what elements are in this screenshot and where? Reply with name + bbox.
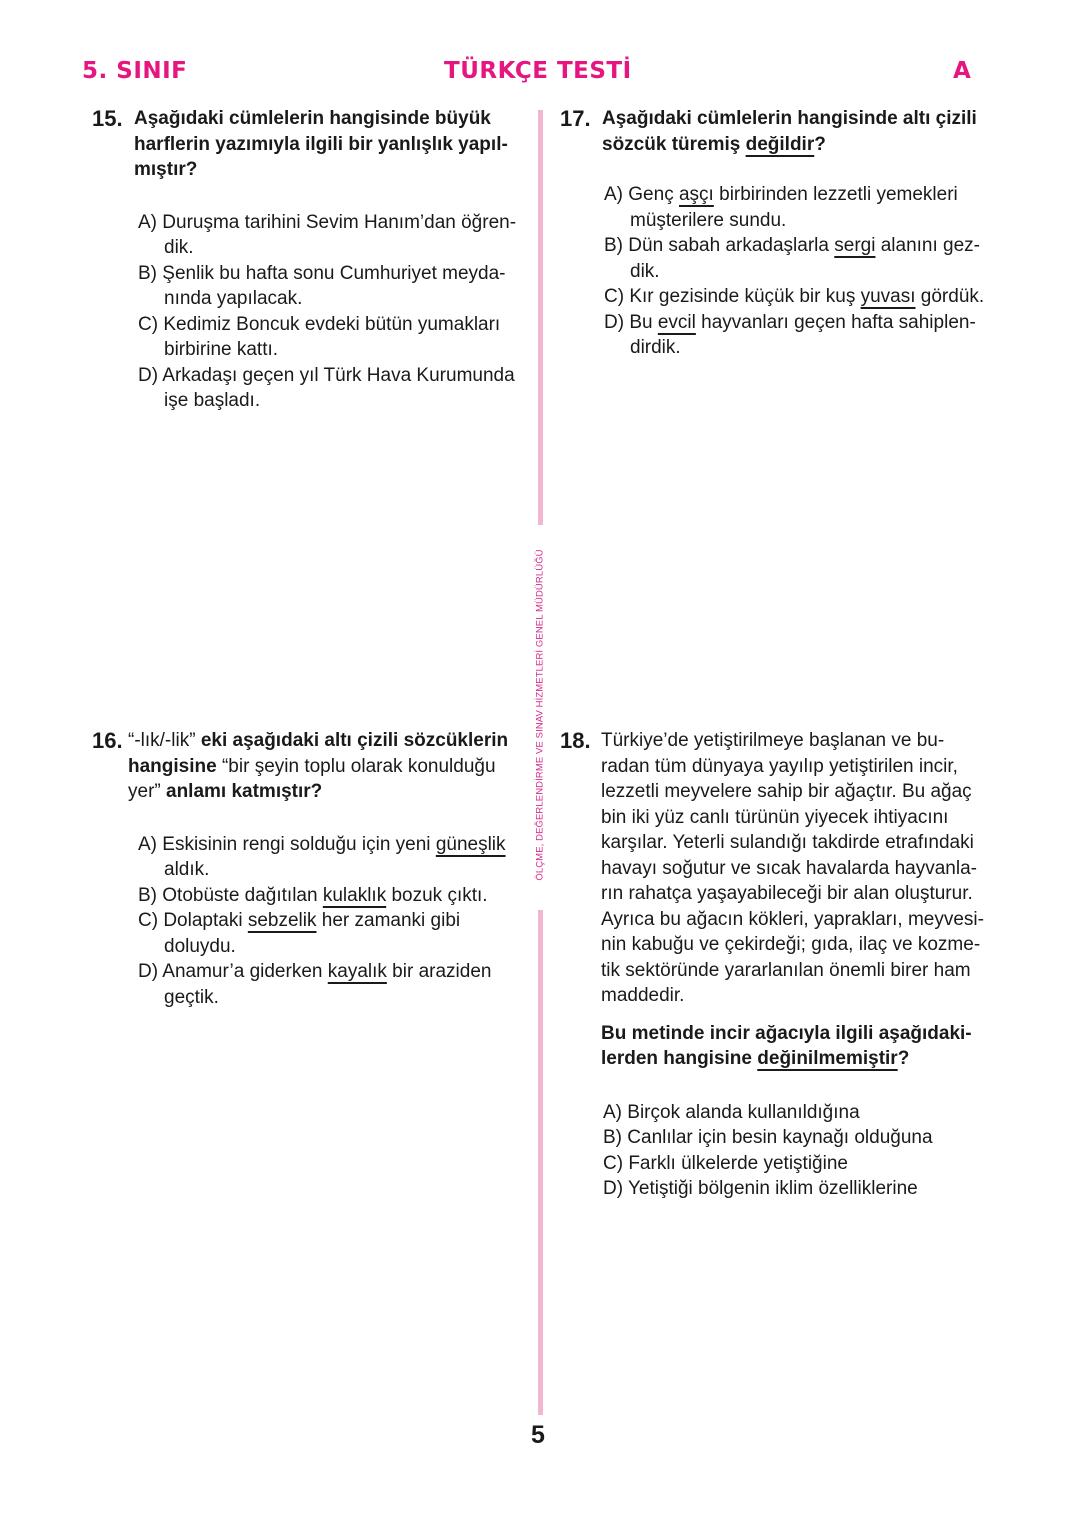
option-d[interactable]	[136, 959, 508, 1010]
option-line	[138, 261, 516, 287]
text-segment: C) Kır gezisinde küçük bir kuş	[604, 286, 861, 307]
option-line	[136, 985, 508, 1011]
option-line	[136, 337, 516, 363]
option-b[interactable]	[136, 883, 508, 909]
option-line	[603, 1125, 984, 1151]
text-segment: A) Duruşma tarihini Sevim Hanım’dan öğren-	[138, 211, 517, 233]
text-segment: bozuk çıktı.	[386, 884, 488, 906]
text-segment: Türkiye’de yetiştirilmeye başlanan ve bu-	[601, 730, 945, 751]
passage-line	[601, 907, 984, 933]
question-stem-line	[134, 132, 516, 158]
text-segment: rın rahatça yaşayabileceği bir alan oluşturur.	[601, 883, 973, 904]
option-line	[138, 210, 516, 236]
text-segment: Aşağıdaki cümlelerin hangisinde büyük	[134, 108, 491, 129]
spacer	[601, 1009, 984, 1021]
text-segment: her zamanki gibi	[316, 910, 461, 931]
option-c[interactable]	[136, 908, 508, 959]
spacer	[128, 805, 508, 832]
underlined-word: sergi	[834, 235, 876, 256]
grade-label: 5. SINIF	[82, 58, 188, 84]
text-segment: yer”	[128, 781, 166, 802]
passage-line	[601, 805, 984, 831]
option-line	[136, 857, 508, 883]
option-c[interactable]	[601, 1151, 984, 1177]
page-number: 5	[531, 1421, 545, 1449]
text-segment: bin iki yüz canlı türünün yiyecek ihtiyacını	[601, 806, 949, 828]
column-divider-bottom	[538, 910, 543, 1415]
text-segment: D) Yetiştiği bölgenin iklim özelliklerine	[603, 1178, 918, 1199]
text-segment: D) Arkadaşı geçen yıl Türk Hava Kurumunda	[138, 364, 515, 386]
option-line	[603, 1151, 984, 1177]
text-segment: maddedir.	[601, 985, 685, 1006]
text-segment: D) Bu	[604, 311, 658, 333]
text-segment: Ayrıca bu ağacın kökleri, yaprakları, meyvesi-	[601, 908, 984, 930]
text-segment: “bir şeyin toplu olarak konulduğu	[216, 755, 496, 777]
spacer	[134, 183, 516, 210]
text-segment: lerden hangisine	[601, 1048, 758, 1069]
spacer	[602, 157, 984, 182]
option-line	[602, 259, 984, 285]
underlined-word: yuvası	[860, 286, 916, 307]
question-18	[601, 728, 984, 1202]
text-segment: hangisine	[128, 755, 217, 777]
passage-line	[601, 728, 984, 754]
text-segment: birbirine kattı.	[164, 339, 279, 360]
option-line	[604, 182, 984, 208]
spacer	[601, 1072, 984, 1100]
text-segment: Bu metinde incir ağacıyla ilgili aşağıdaki-	[601, 1022, 972, 1044]
option-line	[602, 208, 984, 234]
text-segment: birbirinden lezzetli yemekleri	[713, 184, 958, 205]
question-stem-line	[601, 1046, 984, 1072]
text-segment: bir araziden	[386, 961, 492, 982]
passage-line	[601, 932, 984, 958]
option-a[interactable]	[601, 1100, 984, 1126]
option-a[interactable]	[602, 182, 984, 233]
option-line	[604, 284, 984, 310]
text-segment: C) Kedimiz Boncuk evdeki bütün yumakları	[138, 313, 501, 335]
question-stem-line	[128, 779, 508, 805]
option-line	[604, 310, 984, 336]
text-segment: tik sektöründe yararlanılan önemli birer ham	[601, 959, 971, 981]
text-segment: geçtik.	[164, 986, 219, 1008]
text-segment: D) Anamur’a giderken	[138, 961, 328, 982]
text-segment: karşılar. Yeterli sulandığı takdirde etrafındaki	[601, 832, 974, 853]
underlined-word: değildir	[745, 133, 815, 155]
institution-text: ÖLÇME, DEĞERLENDİRME VE SINAV HİZMETLERİ GENEL MÜDÜRLÜĞÜ	[534, 549, 546, 881]
text-segment: nında yapılacak.	[164, 288, 303, 309]
text-segment: nin kabuğu ve çekirdeği; gıda, ilaç ve kozme-	[601, 934, 981, 955]
option-a[interactable]	[136, 832, 508, 883]
text-segment: C) Farklı ülkelerde yetiştiğine	[603, 1152, 848, 1174]
column-divider-top	[538, 110, 543, 525]
question-15	[134, 106, 516, 414]
option-line	[136, 388, 516, 414]
option-line	[138, 908, 508, 934]
underlined-word: evcil	[657, 311, 696, 333]
question-stem-line	[128, 754, 508, 780]
question-stem-line	[602, 132, 984, 158]
text-segment: ?	[814, 133, 826, 155]
booklet-letter: A	[953, 58, 972, 84]
option-c[interactable]	[136, 312, 516, 363]
text-segment: hayvanları geçen hafta sahiplen-	[695, 311, 976, 333]
text-segment: dik.	[630, 260, 660, 282]
option-line	[603, 1176, 984, 1202]
option-c[interactable]	[602, 284, 984, 310]
underlined-word: kayalık	[327, 961, 387, 982]
text-segment: dirdik.	[630, 337, 681, 358]
question-16	[128, 728, 508, 1010]
option-line	[138, 883, 508, 909]
text-segment: B) Canlılar için besin kaynağı olduğuna	[603, 1127, 933, 1148]
question-stem-line	[134, 157, 516, 183]
text-segment: A) Genç	[604, 184, 679, 205]
option-a[interactable]	[136, 210, 516, 261]
option-b[interactable]	[136, 261, 516, 312]
text-segment: havayı soğutur ve sıcak havalarda hayvanla-	[601, 857, 977, 879]
option-d[interactable]	[136, 363, 516, 414]
option-d[interactable]	[601, 1176, 984, 1202]
question-stem-line	[602, 106, 984, 132]
option-line	[136, 235, 516, 261]
text-segment: anlamı katmıştır?	[166, 781, 323, 802]
text-segment: lezzetli meyvelere sahip bir ağaçtır. Bu ağaç	[601, 781, 972, 802]
underlined-word: aşçı	[678, 184, 714, 205]
passage-line	[601, 779, 984, 805]
text-segment: radan tüm dünyaya yayılıp yetiştirilen incir,	[601, 755, 958, 777]
option-line	[138, 832, 508, 858]
option-line	[604, 233, 984, 259]
question-17-number: 17.	[560, 106, 591, 131]
text-segment: B) Şenlik bu hafta sonu Cumhuriyet meyda-	[138, 262, 506, 284]
passage-line	[601, 983, 984, 1009]
underlined-word: sebzelik	[247, 910, 317, 931]
option-line	[603, 1100, 984, 1126]
underlined-word: kulaklık	[322, 884, 387, 906]
underlined-word: güneşlik	[435, 833, 506, 855]
text-segment: B) Dün sabah arkadaşlarla	[604, 235, 835, 256]
text-segment: B) Otobüste dağıtılan	[138, 884, 323, 906]
text-segment: ?	[897, 1048, 910, 1069]
option-line	[138, 312, 516, 338]
text-segment: mıştır?	[134, 159, 198, 180]
text-segment: A) Eskisinin rengi solduğu için yeni	[138, 833, 436, 855]
option-line	[602, 335, 984, 361]
text-segment: A) Birçok alanda kullanıldığına	[603, 1101, 860, 1123]
test-title: TÜRKÇE TESTİ	[444, 58, 632, 84]
text-segment: işe başladı.	[164, 390, 261, 411]
option-b[interactable]	[602, 233, 984, 284]
option-b[interactable]	[601, 1125, 984, 1151]
question-18-number: 18.	[560, 728, 591, 753]
passage-line	[601, 830, 984, 856]
option-d[interactable]	[602, 310, 984, 361]
text-segment: dik.	[164, 237, 194, 258]
passage-line	[601, 958, 984, 984]
text-segment: C) Dolaptaki	[138, 910, 248, 931]
question-stem-line	[601, 1021, 984, 1047]
option-line	[136, 286, 516, 312]
text-segment: aldık.	[164, 859, 210, 880]
text-segment: sözcük türemiş	[602, 133, 746, 155]
option-line	[136, 934, 508, 960]
question-15-number: 15.	[92, 106, 123, 131]
option-line	[138, 363, 516, 389]
text-segment: “-lık/-lik”	[128, 730, 201, 751]
text-segment: müşterilere sundu.	[630, 209, 787, 231]
passage-line	[601, 881, 984, 907]
text-segment: harflerin yazımıyla ilgili bir yanlışlık yapıl-	[134, 133, 508, 155]
passage-line	[601, 754, 984, 780]
text-segment: alanını gez-	[875, 235, 981, 256]
text-segment: eki aşağıdaki altı çizili sözcüklerin	[200, 730, 509, 751]
question-17	[602, 106, 984, 361]
text-segment: doluydu.	[164, 935, 236, 957]
question-stem-line	[134, 106, 516, 132]
passage-line	[601, 856, 984, 882]
question-16-number: 16.	[92, 728, 123, 753]
text-segment: gördük.	[915, 286, 985, 307]
underlined-word: değinilmemiştir	[757, 1048, 898, 1069]
question-stem-line	[128, 728, 508, 754]
text-segment: Aşağıdaki cümlelerin hangisinde altı çizili	[602, 108, 977, 129]
option-line	[138, 959, 508, 985]
